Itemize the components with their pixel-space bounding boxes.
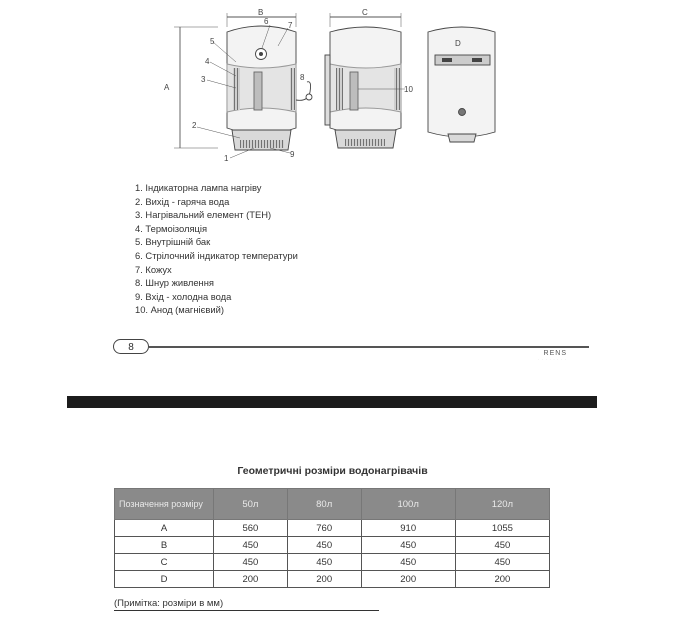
table-cell: 450 (455, 537, 549, 554)
water-heater-diagram (150, 0, 500, 175)
table-cell: 450 (287, 537, 361, 554)
brand-logo: RENS (543, 350, 567, 357)
legend-item: 10. Анод (магнієвий) (135, 304, 224, 316)
row-label: D (115, 571, 214, 588)
table-cell: 760 (287, 520, 361, 537)
header-col: 120л (455, 489, 549, 520)
legend-item: 3. Нагрівальний елемент (ТЕН) (135, 209, 272, 221)
table-cell: 450 (287, 554, 361, 571)
table-cell: 450 (214, 554, 288, 571)
header-col: 50л (214, 489, 288, 520)
header-col: 100л (361, 489, 455, 520)
row-label: B (115, 537, 214, 554)
dimension-b-label: B (258, 8, 264, 17)
page-number: 8 (113, 339, 149, 354)
table-row (115, 554, 550, 571)
table-cell: 450 (361, 537, 455, 554)
row-label: C (115, 554, 214, 571)
legend-item: 1. Індикаторна лампа нагріву (135, 182, 262, 193)
table-note: (Примітка: розміри в мм) (114, 598, 379, 611)
callout-7: 7 (288, 21, 293, 30)
table-row (115, 571, 550, 588)
callout-5: 5 (210, 37, 215, 46)
callout-4: 4 (205, 57, 210, 66)
table-cell: 200 (361, 571, 455, 588)
table-cell: 910 (361, 520, 455, 537)
legend-item: 2. Вихід - гаряча вода (135, 195, 230, 207)
table-header-row (115, 489, 550, 520)
parts-legend (135, 181, 395, 317)
legend-item: 6. Стрілочний індикатор температури (135, 249, 298, 261)
page-divider-bar (67, 396, 597, 408)
callout-10: 10 (404, 85, 413, 94)
legend-item: 5. Внутрішній бак (135, 236, 211, 248)
brand-tagline: · · · · · · · · (538, 357, 567, 361)
row-label: A (115, 520, 214, 537)
legend-item: 7. Кожух (135, 263, 172, 275)
table-cell: 450 (214, 537, 288, 554)
table-cell: 560 (214, 520, 288, 537)
dimension-d-label: D (455, 39, 461, 48)
table-cell: 450 (455, 554, 549, 571)
page-footer (113, 339, 593, 359)
header-param: Позначення розміру (115, 489, 214, 520)
callout-8: 8 (300, 73, 305, 82)
callout-6: 6 (264, 17, 269, 26)
callout-3: 3 (201, 75, 206, 84)
footer-divider (149, 346, 589, 348)
table-cell: 450 (361, 554, 455, 571)
legend-item: 9. Вхід - холодна вода (135, 290, 232, 302)
legend-item: 8. Шнур живлення (135, 277, 214, 289)
dimension-c-label: C (362, 8, 368, 17)
callout-9: 9 (290, 150, 295, 159)
table-row (115, 537, 550, 554)
header-col: 80л (287, 489, 361, 520)
dimensions-table (114, 488, 550, 588)
table-cell: 200 (214, 571, 288, 588)
callout-1: 1 (224, 154, 229, 163)
table-cell: 1055 (455, 520, 549, 537)
callout-2: 2 (192, 121, 197, 130)
legend-item: 4. Термоізоляція (135, 222, 208, 234)
table-cell: 200 (287, 571, 361, 588)
table-row (115, 520, 550, 537)
table-title: Геометричні розміри водонагрівачів (237, 465, 428, 477)
table-cell: 200 (455, 571, 549, 588)
dimension-a-label: A (164, 83, 170, 92)
